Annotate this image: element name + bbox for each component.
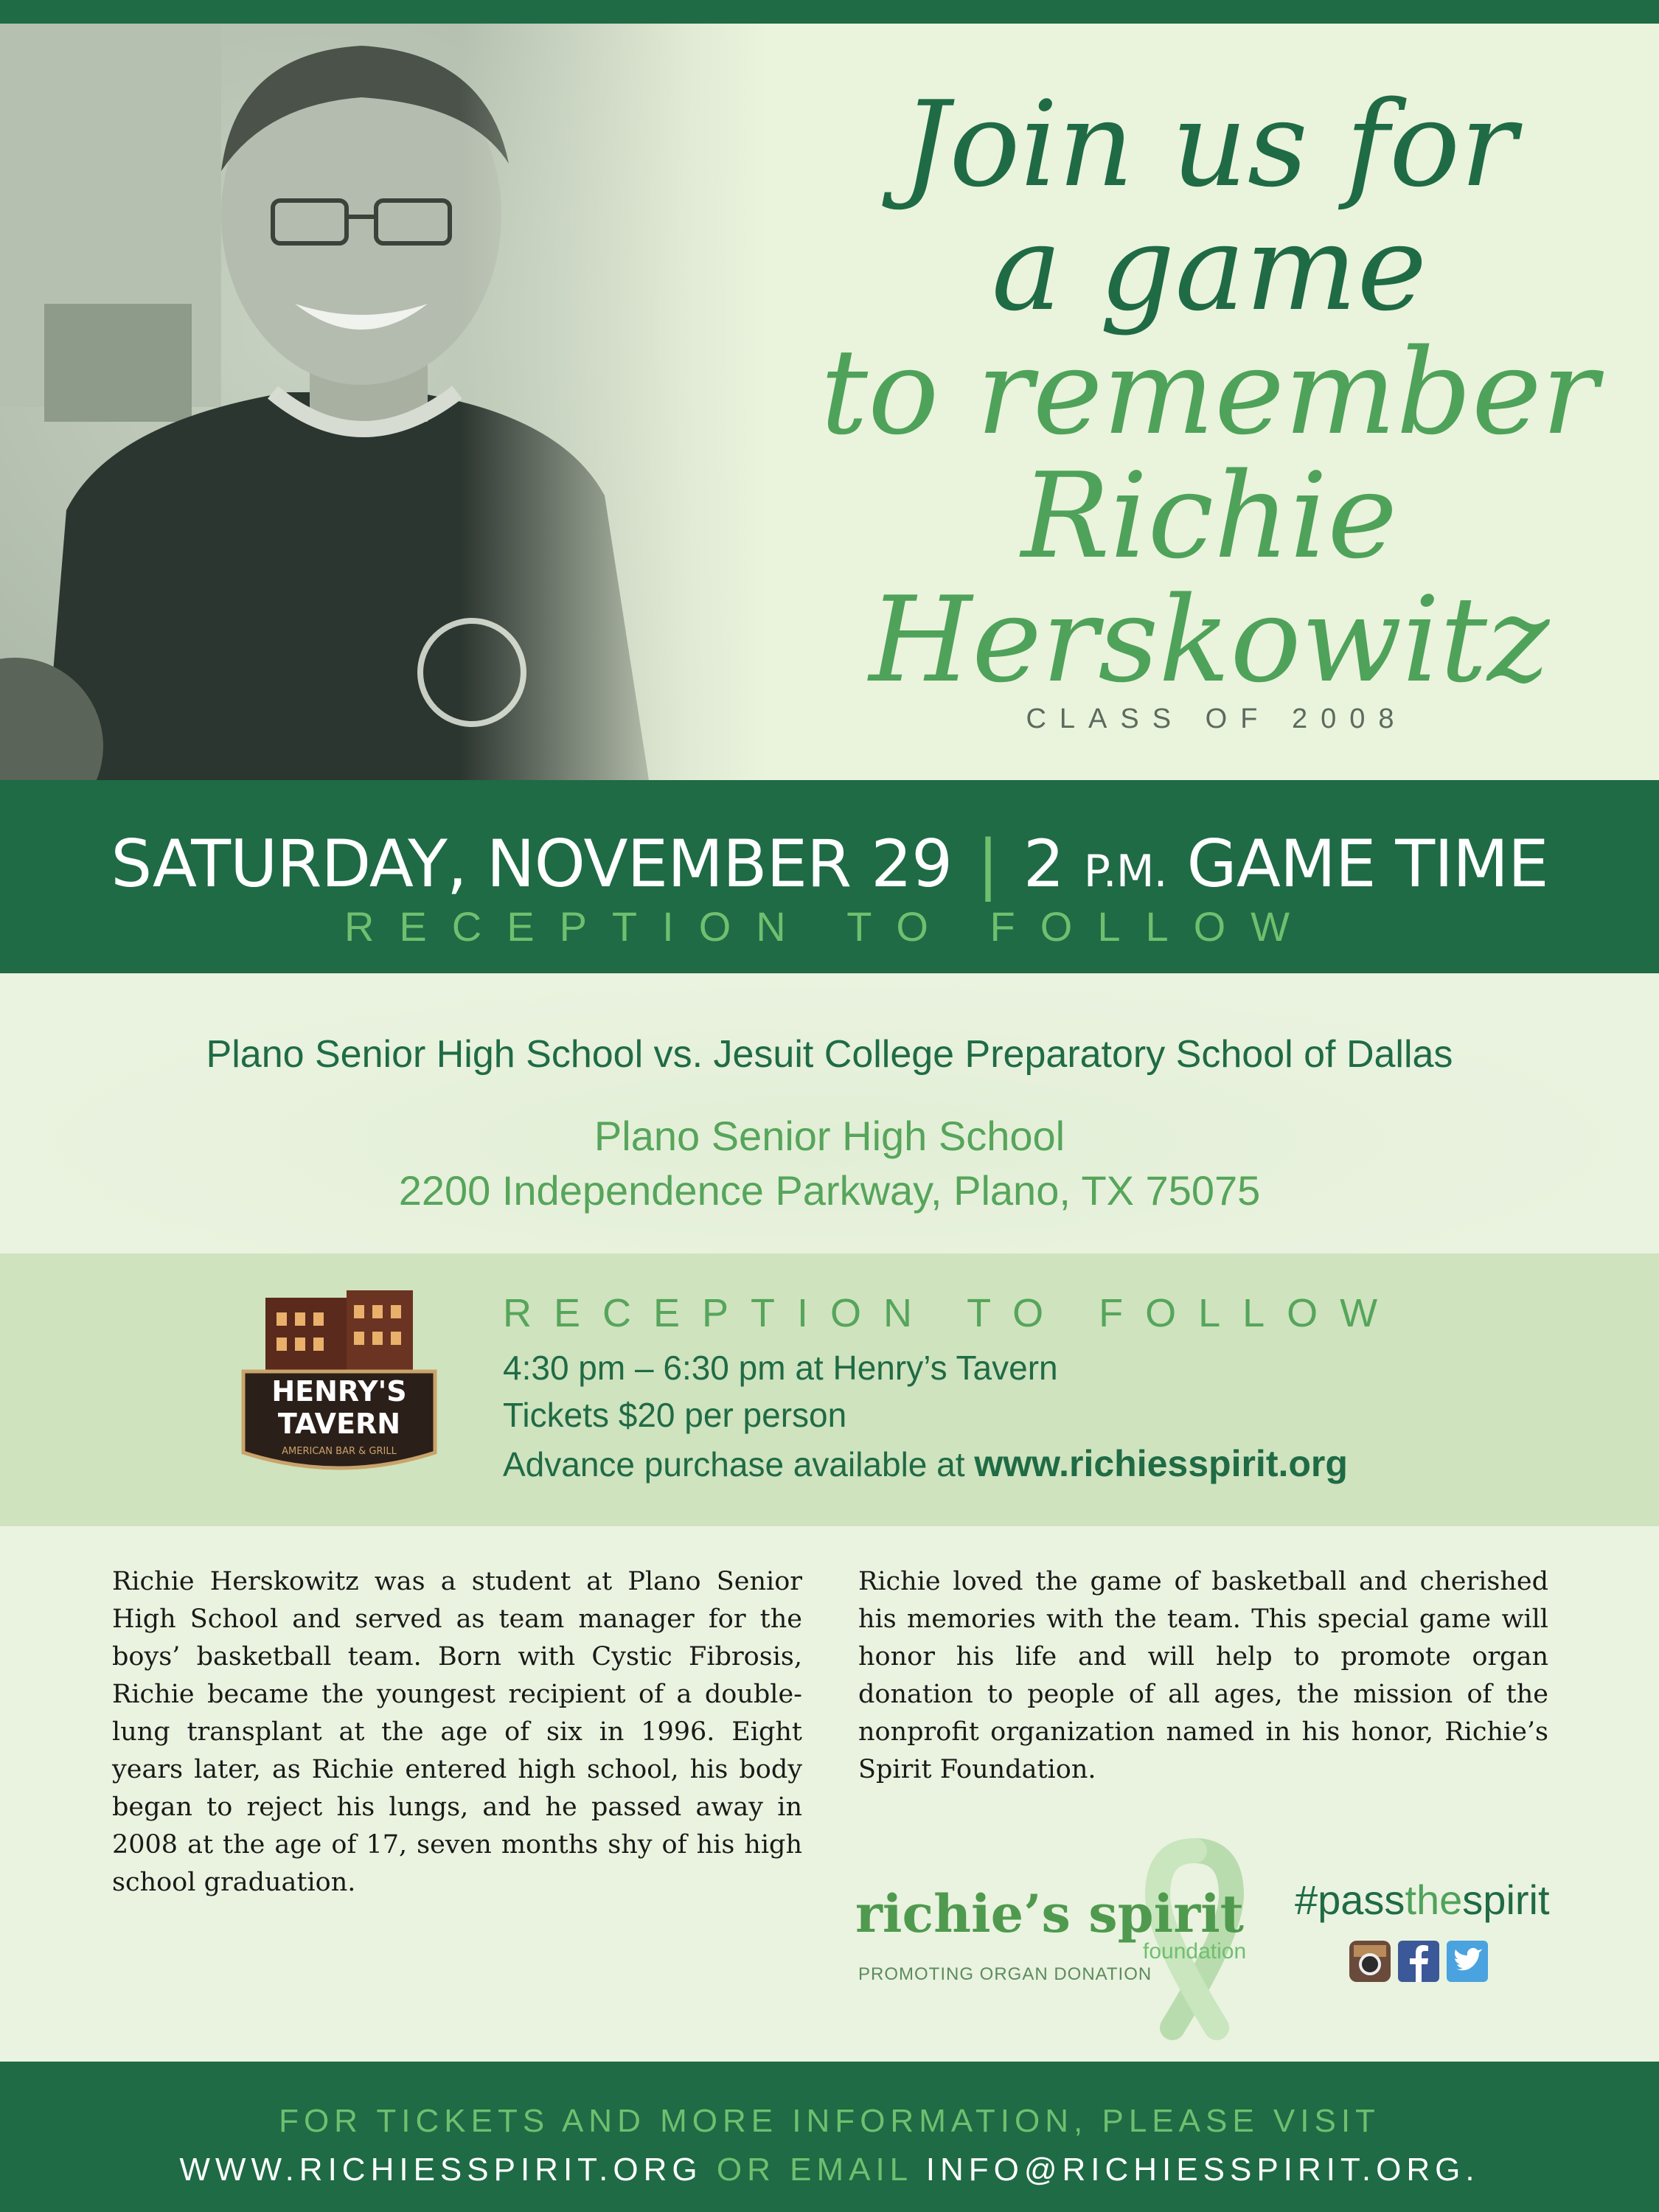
footer (0, 2062, 1659, 2212)
footer-line-1: FOR TICKETS AND MORE INFORMATION, PLEASE VISIT (279, 2103, 1380, 2139)
date-time-line (0, 826, 1659, 902)
headline (767, 75, 1652, 709)
top-strip (0, 0, 1659, 24)
headline-line-1: Join us for (902, 75, 1517, 213)
hero (0, 24, 1659, 780)
foundation-tagline: PROMOTING ORGAN DONATION (858, 1964, 1152, 1984)
venue-name: Plano Senior High School (594, 1113, 1065, 1159)
reception-to-follow: RECEPTION TO FOLLOW (344, 903, 1315, 950)
logo-text-2: TAVERN (277, 1408, 401, 1440)
separator: | (977, 826, 998, 902)
facebook-icon[interactable] (1398, 1941, 1439, 1982)
date-band (0, 780, 1659, 973)
footer-or-email: OR EMAIL (702, 2152, 926, 2188)
hashtag-pre: #pass (1295, 1877, 1405, 1923)
venue-address: 2200 Independence Parkway, Plano, TX 75075 (398, 1167, 1261, 1214)
hashtag-post: spirit (1462, 1877, 1550, 1923)
twitter-icon[interactable] (1447, 1941, 1488, 1982)
footer-url-link[interactable]: WWW.RICHIESSPIRIT.ORG (179, 2152, 703, 2188)
time-number: 2 (1023, 826, 1064, 902)
class-of: CLASS OF 2008 (1026, 703, 1408, 734)
reception-title: RECEPTION TO FOLLOW (503, 1291, 1400, 1335)
game-time: GAME TIME (1186, 826, 1548, 902)
henrys-tavern-logo (236, 1290, 442, 1482)
story-column-1: Richie Herskowitz was a student at Plano Senior High School and served as team manager for the boys’ basketball team. Born with Cystic Fibrosis, Richie became the youngest recipient of a double-lung transplant at the age of six in 1996. Eight years later, as Richie entered high school, his body began to reject his lungs, and he passed away in 2008 at the age of 17, seven months shy of his high school graduation. (112, 1567, 802, 1897)
portrait-photo (0, 24, 767, 780)
headline-line-2: a game (991, 199, 1427, 337)
advance-prefix: Advance purchase available at (503, 1445, 975, 1484)
headline-line-4: Richie (1020, 447, 1398, 585)
logo-text-1: HENRY'S (271, 1375, 407, 1408)
foundation-sub: foundation (1143, 1939, 1247, 1964)
foundation-logo (855, 1873, 1253, 2006)
reception-time: 4:30 pm – 6:30 pm at Henry’s Tavern (503, 1349, 1058, 1387)
foundation-name: richie’s spirit (855, 1883, 1245, 1944)
reception-box (0, 1253, 1659, 1526)
social-icons (1349, 1941, 1497, 1983)
reception-tickets: Tickets $20 per person (503, 1396, 847, 1434)
headline-line-5: Herskowitz (869, 571, 1550, 709)
advance-url-link[interactable]: www.richiesspirit.org (974, 1443, 1348, 1484)
venue-section (0, 973, 1659, 1253)
reception-advance (503, 1442, 1348, 1485)
event-date: SATURDAY, NOVEMBER 29 (111, 826, 953, 902)
footer-line-2 (0, 2152, 1659, 2188)
story-column-2: Richie loved the game of basketball and cherished his memories with the team. This special game will honor his life and will help to promote organ donation to people of all ages, the mission of the nonprofit organization named in his honor, Richie’s Spirit Foundation. (858, 1567, 1548, 1784)
hashtag-mid: the (1405, 1877, 1463, 1923)
hashtag (1295, 1876, 1550, 1924)
time-pm: P.M. (1083, 846, 1167, 897)
headline-line-3: to remember (820, 323, 1599, 461)
logo-text-3: AMERICAN BAR & GRILL (282, 1446, 397, 1457)
instagram-icon[interactable] (1349, 1941, 1391, 1982)
footer-email-link[interactable]: INFO@RICHIESSPIRIT.ORG. (925, 2152, 1480, 2188)
matchup: Plano Senior High School vs. Jesuit College Preparatory School of Dallas (206, 1033, 1453, 1076)
